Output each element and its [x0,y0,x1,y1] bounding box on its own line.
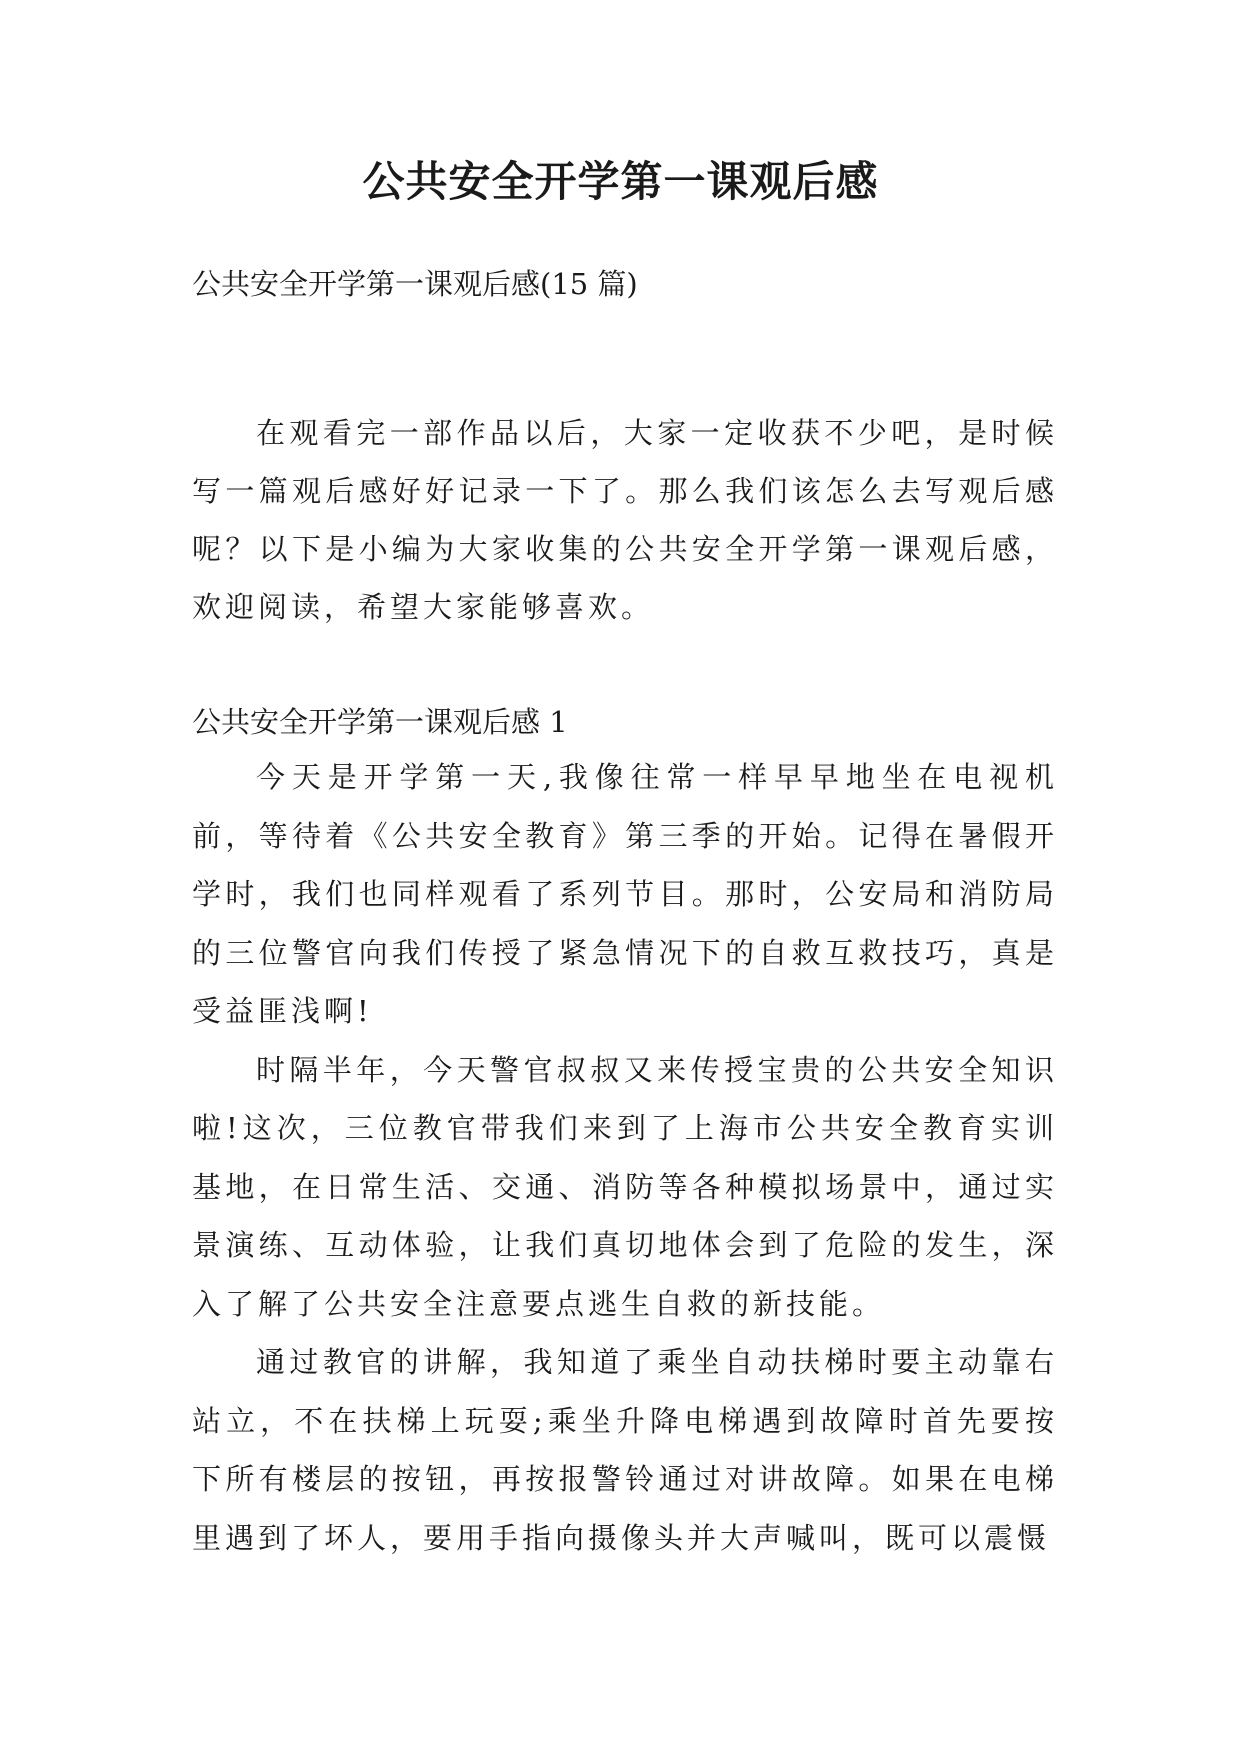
body-paragraph: 时隔半年，今天警官叔叔又来传授宝贵的公共安全知识啦!这次，三位教官带我们来到了上海市公共安全教育实训基地，在日常生活、交通、消防等各种模拟场景中，通过实景演练、互动体验，让我们真切地体会到了危险的发生，深入了解了公共安全注意要点逃生自救的新技能。 [192,1052,1058,1321]
document-title: 公共安全开学第一课观后感 [362,157,879,206]
body-paragraph: 通过教官的讲解，我知道了乘坐自动扶梯时要主动靠右站立，不在扶梯上玩耍;乘坐升降电梯遇到故障时首先要按下所有楼层的按钮，再按报警铃通过对讲故障。如果在电梯里遇到了坏人，要用手指向摄像头并大声喊叫，既可以震慑 [192,1345,1058,1555]
document-subtitle: 公共安全开学第一课观后感(15 篇) [192,267,638,301]
section-body [192,748,1058,1567]
body-paragraph: 今天是开学第一天,我像往常一样早早地坐在电视机前，等待着《公共安全教育》第三季的开始。记得在暑假开学时，我们也同样观看了系列节目。那时，公安局和消防局的三位警官向我们传授了紧急情况下的自救互救技巧，真是受益匪浅啊! [192,760,1058,1028]
section-heading: 公共安全开学第一课观后感 1 [192,705,568,739]
intro-paragraph: 在观看完一部作品以后，大家一定收获不少吧，是时候写一篇观后感好好记录一下了。那么我们该怎么去写观后感呢？以下是小编为大家收集的公共安全开学第一课观后感，欢迎阅读，希望大家能够喜欢。 [192,416,1058,624]
